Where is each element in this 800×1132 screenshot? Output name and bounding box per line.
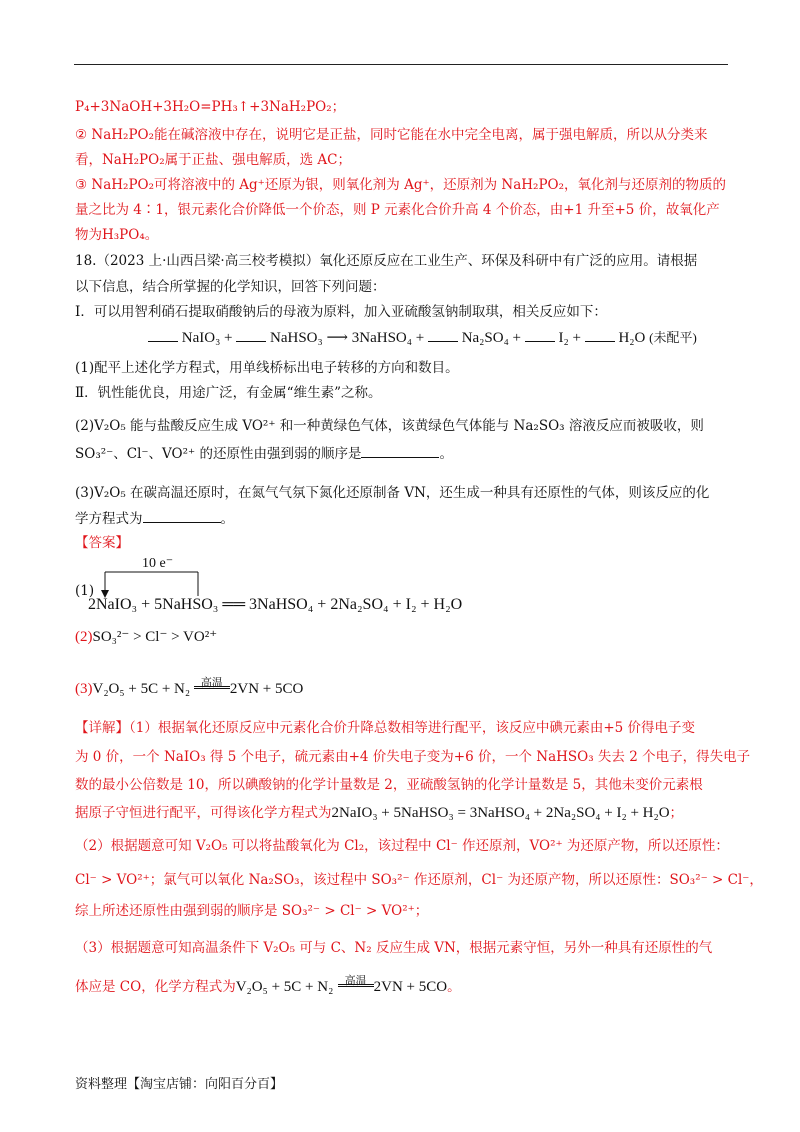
- red-line-3: 看，NaH₂PO₂属于正盐、强电解质，选 AC；: [75, 152, 351, 168]
- q18-section-2: Ⅱ．钒性能优良，用途广泛，有金属“维生素”之称。: [75, 385, 382, 401]
- high-temp-condition: 高温: [194, 674, 230, 693]
- blank[interactable]: [148, 328, 178, 342]
- detail-line-7: 综上所述还原性由强到弱的顺序是 SO₃²⁻ > Cl⁻ > VO²⁺；: [75, 903, 429, 919]
- detail-line-1: 【详解】（1）根据氧化还原反应中元素化合价升降总数相等进行配平，该反应中碘元素由+5 价得电子变: [75, 720, 696, 736]
- detail-line-4: 据原子守恒进行配平，可得该化学方程式为2NaIO₃ + 5NaHSO₃ = 3NaHSO₄ + 2Na₂SO₄ + I₂ + H₂O；: [75, 805, 684, 821]
- q18-line-3: Ⅰ．可以用智利硝石提取硝酸钠后的母液为原料，加入亚硫酸氢钠制取琪，相关反应如下：: [75, 304, 607, 320]
- answer-1-number: (1): [75, 583, 95, 599]
- high-temp-condition: 高温: [338, 972, 374, 991]
- q18-line-1: 18.（2023 上·山西吕梁·高三校考模拟）氧化还原反应在工业生产、环保及科研中有广泛的应用。请根据: [75, 253, 698, 269]
- blank[interactable]: [236, 328, 266, 342]
- electron-transfer-label: 10 e⁻: [142, 556, 174, 571]
- answer-2: (2)SO₃²⁻ > Cl⁻ > VO²⁺: [75, 629, 218, 645]
- detail-line-8: （3）根据题意可知高温条件下 V₂O₅ 可与 C、N₂ 反应生成 VN，根据元素守恒，另外一种具有还原性的气: [75, 940, 713, 956]
- red-line-1: P₄+3NaOH+3H₂O=PH₃↑+3NaH₂PO₂；: [75, 99, 346, 115]
- footer-source: 资料整理【淘宝店铺：向阳百分百】: [75, 1077, 284, 1092]
- red-line-5: 量之比为 4∶1，银元素化合价降低一个价态，则 P 元素化合价升高 4 个价态，由+1 升至+5 价，故氧化产: [75, 202, 720, 218]
- blank[interactable]: [428, 328, 458, 342]
- answer-3: (3)V₂O₅ + 5C + N₂ 高温 2VN + 5CO: [75, 674, 303, 700]
- header-rule: [74, 64, 728, 65]
- q18-part-3a: (3)V₂O₅ 在碳高温还原时，在氮气气氛下氮化还原制备 VN，还生成一种具有还原性的气体，则该反应的化: [75, 485, 710, 501]
- detail-line-3: 数的最小公倍数是 10，所以碘酸钠的化学计量数是 2，亚硫酸氢钠的化学计量数是 5，其他未变价元素根: [75, 777, 703, 793]
- detail-line-2: 为 0 价，一个 NaIO₃ 得 5 个电子，硫元素由+4 价失电子变为+6 价，一个 NaHSO₃ 失去 2 个电子，得失电子: [75, 749, 751, 765]
- blank[interactable]: [585, 328, 615, 342]
- detail-line-9: 体应是 CO，化学方程式为V₂O₅ + 5C + N₂ 高温 2VN + 5CO。: [75, 972, 461, 998]
- detail-line-5: （2）根据题意可知 V₂O₅ 可以将盐酸氧化为 Cl₂，该过程中 Cl⁻ 作还原剂，VO²⁺ 为还原产物，所以还原性：: [75, 838, 729, 854]
- balanced-equation: 2NaIO₃ + 5NaHSO₃ ══ 3NaHSO₄ + 2Na₂SO₄ + I₂ + H₂O: [88, 596, 463, 613]
- q18-line-2: 以下信息，结合所掌握的化学知识，回答下列问题：: [75, 279, 386, 295]
- answer-heading: 【答案】: [75, 535, 129, 551]
- red-line-2: ② NaH₂PO₂能在碱溶液中存在，说明它是正盐，同时它能在水中完全电离，属于强电解质，所以从分类来: [75, 127, 708, 143]
- red-line-6: 物为H₃PO₄。: [75, 227, 159, 243]
- blank[interactable]: [525, 328, 555, 342]
- answer-blank[interactable]: [143, 509, 221, 523]
- red-line-4: ③ NaH₂PO₂可将溶液中的 Ag⁺还原为银，则氧化剂为 Ag⁺，还原剂为 NaH₂PO₂，氧化剂与还原剂的物质的: [75, 177, 727, 193]
- q18-part-3b: 学方程式为 。: [75, 511, 234, 527]
- unbalanced-equation: NaIO₃ + NaHSO₃ ⟶ 3NaHSO₄ + Na₂SO₄ + I₂ + H₂O (未配平): [148, 327, 697, 349]
- answer-blank[interactable]: [361, 444, 439, 458]
- detail-line-6: Cl⁻ > VO²⁺；氯气可以氧化 Na₂SO₃，该过程中 SO₃²⁻ 作还原剂，Cl⁻ 为还原产物，所以还原性：SO₃²⁻ > Cl⁻，: [75, 872, 763, 888]
- q18-part-2b: SO₃²⁻、Cl⁻、VO²⁺ 的还原性由强到弱的顺序是 。: [75, 446, 453, 462]
- q18-part-1: (1)配平上述化学方程式，用单线桥标出电子转移的方向和数目。: [75, 360, 459, 376]
- q18-part-2a: (2)V₂O₅ 能与盐酸反应生成 VO²⁺ 和一种黄绿色气体，该黄绿色气体能与 Na₂SO₃ 溶液反应而被吸收，则: [75, 418, 704, 434]
